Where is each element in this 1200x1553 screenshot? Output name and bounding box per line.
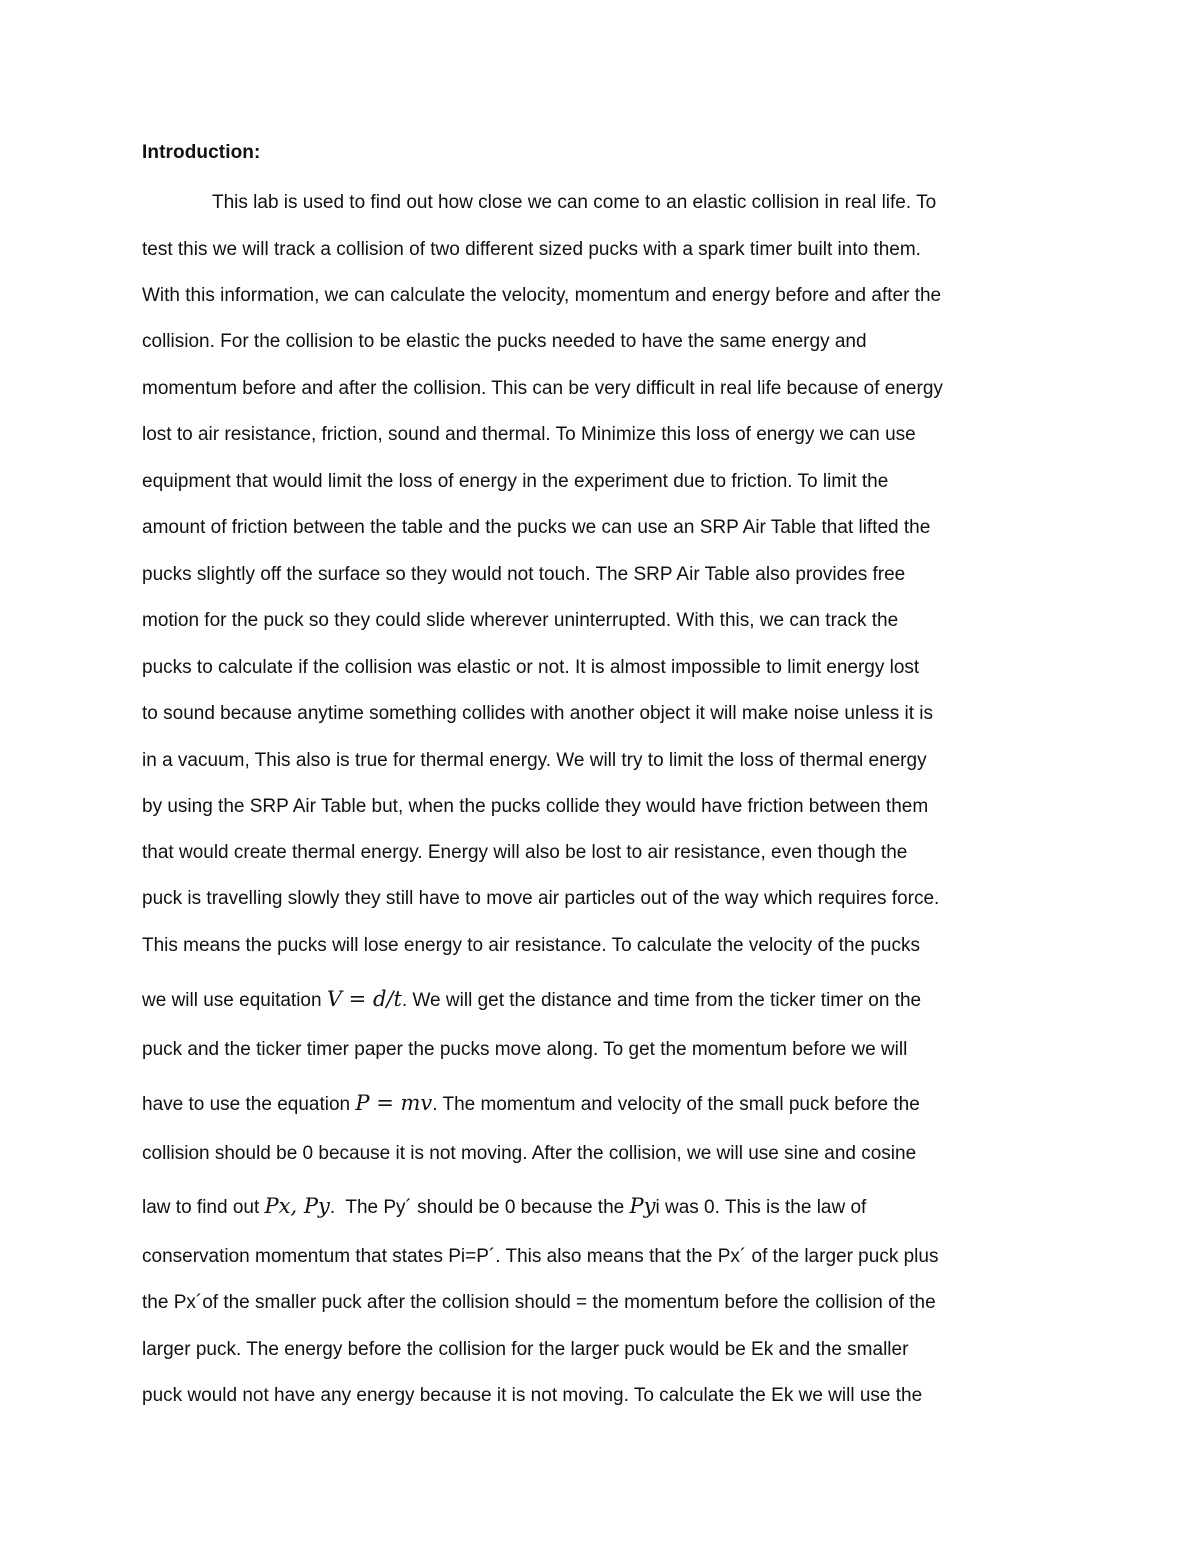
velocity-equation: V = d/t (326, 987, 402, 1011)
paragraph-line-velocity-equation (142, 987, 921, 1013)
line-text: . The Py´ should be 0 because the (329, 1197, 630, 1218)
paragraph-line: test this we will track a collision of two different sized pucks with a spark timer built into them. (142, 239, 921, 260)
paragraph-line: collision should be 0 because it is not moving. After the collision, we will use sine and cosine (142, 1143, 917, 1164)
paragraph-line: pucks to calculate if the collision was elastic or not. It is almost impossible to limit energy lost (142, 657, 920, 678)
paragraph-line: With this information, we can calculate the velocity, momentum and energy before and after the (142, 285, 942, 306)
paragraph-line: to sound because anytime something collides with another object it will make noise unless it is (142, 703, 934, 724)
paragraph-line: collision. For the collision to be elastic the pucks needed to have the same energy and (142, 331, 867, 352)
paragraph-line: puck would not have any energy because it is not moving. To calculate the Ek we will use the (142, 1385, 923, 1406)
paragraph-line: amount of friction between the table and the pucks we can use an SRP Air Table that lifted the (142, 517, 931, 538)
paragraph-line: lost to air resistance, friction, sound and thermal. To Minimize this loss of energy we can use (142, 424, 916, 445)
momentum-y-symbol: Py (629, 1194, 656, 1218)
section-heading: Introduction: (142, 142, 261, 163)
paragraph-line: momentum before and after the collision. This can be very difficult in real life because of energy (142, 378, 943, 399)
paragraph-line: that would create thermal energy. Energy will also be lost to air resistance, even though the (142, 842, 908, 863)
paragraph-line: motion for the puck so they could slide wherever uninterrupted. With this, we can track the (142, 610, 899, 631)
line-text: law to find out (142, 1197, 265, 1218)
line-text: . We will get the distance and time from the ticker timer on the (401, 990, 922, 1011)
paragraph-line-momentum-equation (142, 1091, 920, 1117)
paragraph-line: puck and the ticker timer paper the pucks move along. To get the momentum before we will (142, 1039, 908, 1060)
paragraph-line: This means the pucks will lose energy to air resistance. To calculate the velocity of the pucks (142, 935, 920, 956)
momentum-components: Px, Py (264, 1194, 330, 1218)
paragraph-line: puck is travelling slowly they still have to move air particles out of the way which requires force. (142, 888, 940, 909)
paragraph-line: This lab is used to find out how close we can come to an elastic collision in real life. To (212, 192, 937, 213)
paragraph-line: by using the SRP Air Table but, when the pucks collide they would have friction between them (142, 796, 929, 817)
paragraph-line: larger puck. The energy before the collision for the larger puck would be Ek and the smaller (142, 1339, 909, 1360)
paragraph-line: in a vacuum, This also is true for thermal energy. We will try to limit the loss of thermal energy (142, 750, 927, 771)
paragraph-line: equipment that would limit the loss of energy in the experiment due to friction. To limit the (142, 471, 889, 492)
paragraph-line: conservation momentum that states Pi=P´. This also means that the Px´ of the larger puck plus (142, 1246, 939, 1267)
paragraph-line: pucks slightly off the surface so they would not touch. The SRP Air Table also provides free (142, 564, 906, 585)
line-text: i was 0. This is the law of (655, 1197, 867, 1218)
paragraph-line: the Px´of the smaller puck after the collision should = the momentum before the collision of the (142, 1292, 936, 1313)
momentum-equation: P = mv (355, 1091, 433, 1115)
line-text: have to use the equation (142, 1094, 356, 1115)
paragraph-line-momentum-components (142, 1194, 866, 1220)
line-text: . The momentum and velocity of the small puck before the (432, 1094, 920, 1115)
line-text: we will use equitation (142, 990, 327, 1011)
